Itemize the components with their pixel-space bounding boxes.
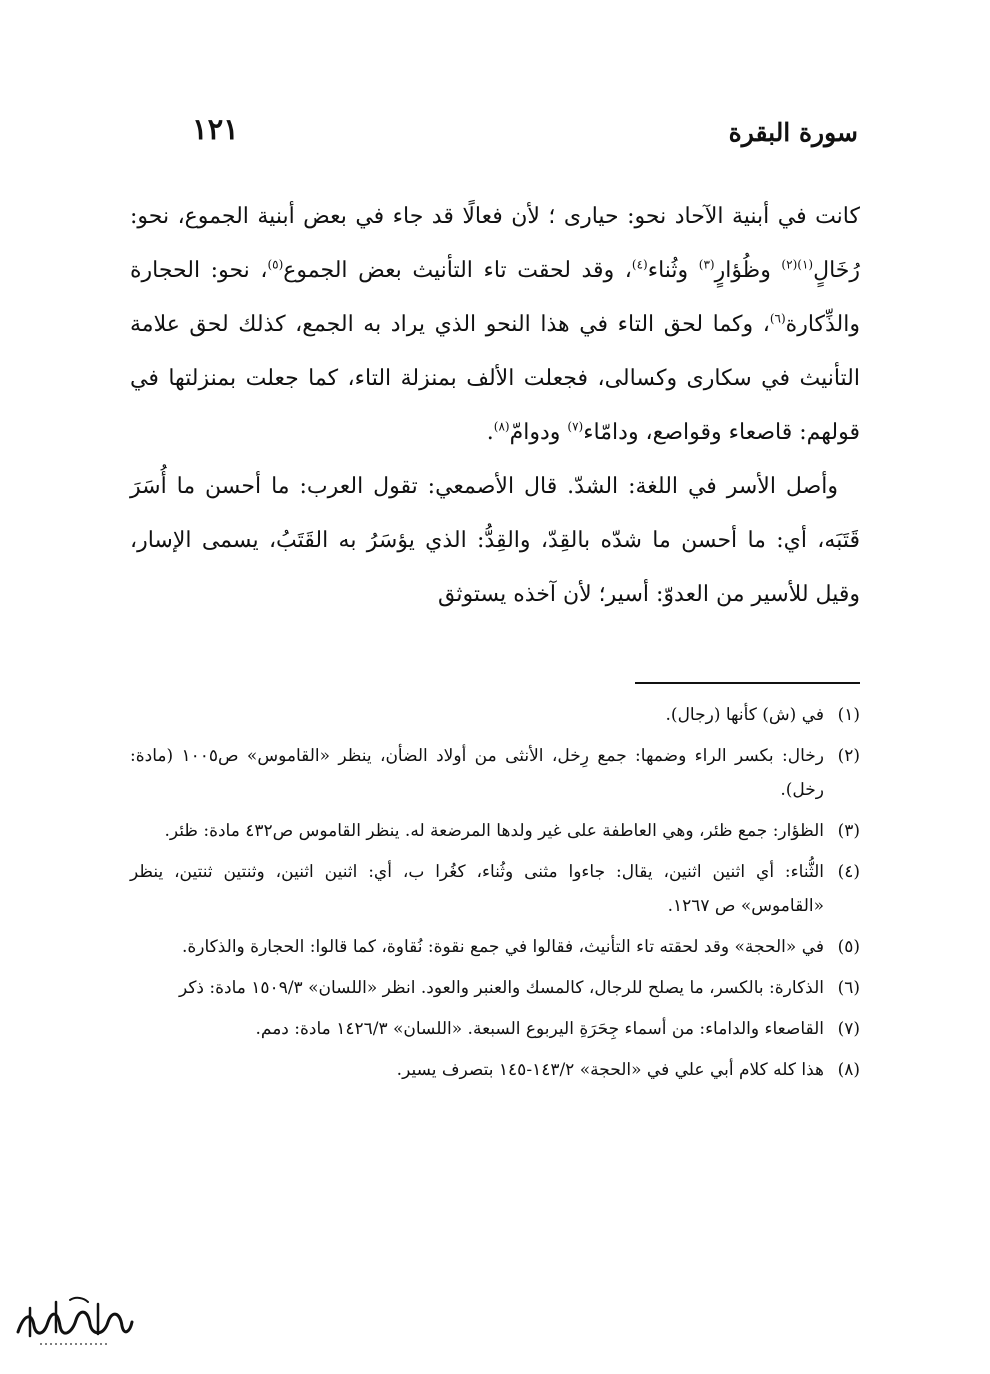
footnote-number: (٢): [837, 746, 860, 766]
paragraph-text: ، نحو: الحجارة والذِّكارة: [130, 258, 860, 337]
paragraph-text: وثُناء: [647, 258, 699, 283]
footnote-ref: (١)(٢): [781, 257, 814, 272]
footnote: [130, 739, 860, 807]
publisher-stamp-logo: [10, 1292, 138, 1352]
body-paragraph: [130, 190, 860, 460]
footnote-number: (٤): [837, 862, 860, 882]
footnote-number: (٦): [837, 978, 860, 998]
footnote-text: في «الحجة» وقد لحقته تاء التأنيث، فقالوا في جمع نقوة: نُقاوة، كما قالوا: الحجارة والذكارة.: [181, 937, 824, 957]
footnote-ref: (٧): [567, 419, 584, 434]
footnote-number: (١): [837, 705, 860, 725]
paragraph-text: وظُؤارٍ: [714, 258, 782, 283]
footnote-text: رخال: بكسر الراء وضمها: جمع رِخل، الأنثى من أولاد الضأن، ينظر «القاموس» ص١٠٠٥ (مادة: رخل).: [130, 746, 824, 800]
footnote: [130, 1012, 860, 1046]
paragraph-text: .: [486, 420, 494, 445]
running-title: سورة البقرة: [728, 118, 858, 147]
paragraph-text: ، وكما لحق التاء في هذا النحو الذي يراد به الجمع، كذلك لحق علامة التأنيث في سكارى وكسالى، فجعلت الألف بمنزلة التاء، كما جعلت بمنزلتها في قولهم: قاصعاء وقواصع، ودامّاء: [130, 312, 860, 445]
footnote-separator: [635, 682, 860, 684]
footnote-text: الذكارة: بالكسر، ما يصلح للرجال، كالمسك والعنبر والعود. انظر «اللسان» ١٥٠٩/٣ مادة: ذكر: [178, 978, 824, 998]
footnote-number: (٧): [837, 1019, 860, 1039]
footnote-text: هذا كله كلام أبي علي في «الحجة» ١٤٣/٢-١٤٥ بتصرف يسير.: [396, 1060, 824, 1080]
footnote-number: (٣): [837, 821, 860, 841]
footnote-ref: (٦): [769, 311, 786, 326]
main-text: [130, 190, 860, 622]
paragraph-text: ودوامّ: [509, 420, 568, 445]
footnote-text: في (ش) كأنها (رجال).: [665, 705, 824, 725]
paragraph-text: ، وقد لحقت تاء التأنيث بعض الجموع: [283, 258, 632, 283]
footnote-text: القاصعاء والداماء: من أسماء جِحَرَةِ اليربوع السبعة. «اللسان» ١٤٢٦/٣ مادة: دمم.: [255, 1019, 824, 1039]
footnote-number: (٨): [837, 1060, 860, 1080]
paragraph-text: كانت في أبنية الآحاد نحو: حيارى ؛ لأن فعالًا قد جاء في بعض أبنية الجموع، نحو: رُخَالٍ: [130, 204, 860, 283]
page-number: ١٢١: [192, 112, 239, 146]
footnote: [130, 1053, 860, 1087]
footnote: [130, 814, 860, 848]
footnote-text: الثُّناء: أي اثنين اثنين، يقال: جاءوا مثنى وثُناء، كغُرا ب، أي: اثنين اثنين، وثنتين ثنتين، ينظر «القاموس» ص ١٢٦٧.: [130, 862, 824, 916]
footnote-text: الظؤار: جمع ظئر، وهي العاطفة على غير ولدها المرضعة له. ينظر القاموس ص٤٣٢ مادة: ظئر.: [164, 821, 824, 841]
footnote-number: (٥): [837, 937, 860, 957]
page-header: [130, 112, 860, 152]
footnote: [130, 930, 860, 964]
footnote-ref: (٤): [631, 257, 648, 272]
footnotes: [130, 698, 860, 1094]
body-paragraph: وأصل الأسر في اللغة: الشدّ. قال الأصمعي: تقول العرب: ما أحسن ما أُسَرَ قَتَبَه، أي: ما أحسن ما شدّه بالقِدّ، والقِدُّ: الذي يؤسَرُ به القَتَبُ، يسمى الإسار، وقيل للأسير من العدوّ: أسير؛ لأن آخذه يستوثق: [130, 474, 860, 607]
footnote-ref: (٥): [267, 257, 284, 272]
footnote: [130, 855, 860, 923]
footnote-ref: (٣): [698, 257, 715, 272]
footnote: [130, 971, 860, 1005]
footnote-ref: (٨): [493, 419, 510, 434]
footnote: [130, 698, 860, 732]
